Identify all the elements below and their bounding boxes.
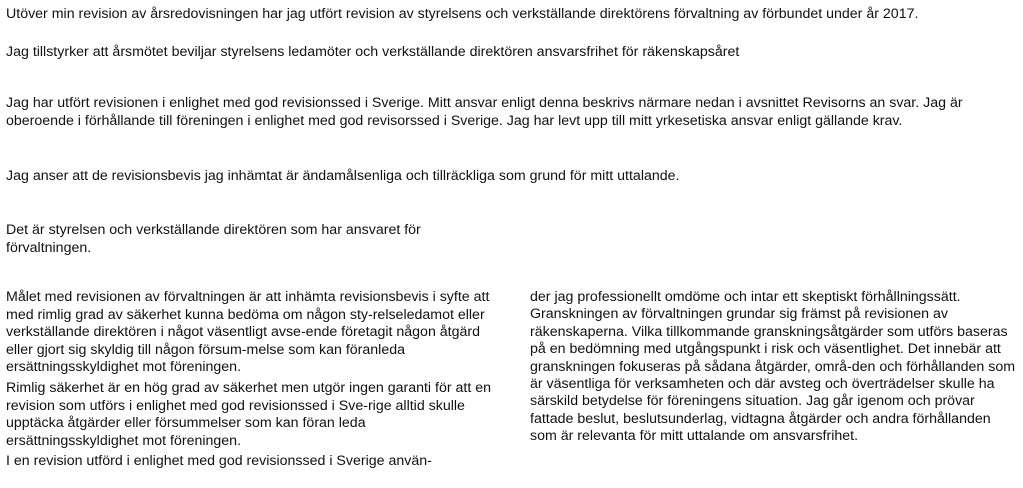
basis-paragraph-standards: Jag har utfört revisionen i enlighet med god revisionssed i Sverige. Mitt ansvar enligt denna beskrivs närmare nedan i avsnittet Revisorns an svar. Jag är oberoende i förhållande till föreningen i enlighet med god revisorssed i Sverige. Jag har levt upp till mitt yrkesetiska ansvar enligt gällande krav. (6, 95, 963, 129)
auditor-goal-left-column (6, 289, 498, 471)
intro-paragraph-scope: Utöver min revision av årsredovisningen har jag utfört revision av styrelsens och verkställande direktörens förvaltning av förbundet under år 2017. (6, 6, 919, 22)
basis-paragraph-evidence: Jag anser att de revisionsbevis jag inhämtat är ändamålsenliga och tillräckliga som grund för mitt uttalande. (6, 168, 680, 184)
intro-paragraph-recommendation: Jag tillstyrker att årsmötet beviljar styrelsens ledamöter och verkställande direktören ansvarsfrihet för räkenskapsåret (6, 44, 740, 60)
auditor-goal-paragraph-method-continued: der jag professionellt omdöme och intar ett skeptiskt förhållningssätt. Granskningen av förvaltningen grundar sig främst på revisionen av räkenskaperna. Vilka tillkommande granskningsåtgärder som utförs baseras på en bedömning med utgångspunkt i risk och väsentlighet. Det innebär att granskningen fokuseras på sådana åtgärder, områ-den och förhållanden som är väsentliga för verksamheten och där avsteg och överträdelser skulle ha särskild betydelse för föreningens situation. Jag går igenom och prövar fattade beslut, beslutsunderlag, vidtagna åtgärder och andra förhållanden som är relevanta för mitt uttalande om ansvarsfrihet. (530, 289, 1016, 445)
auditor-goal-right-column (530, 289, 1020, 446)
responsibility-paragraph: Det är styrelsen och verkställande direktören som har ansvaret för förvaltningen. (6, 222, 421, 256)
auditor-goal-paragraph-reasonable-assurance: Rimlig säkerhet är en hög grad av säkerhet men utgör ingen garanti för att en revision som utförs i enlighet med god revisionssed i Sve-rige alltid skulle upptäcka åtgärder eller försummelser som kan föran leda ersättningsskyldighet mot föreningen. (6, 379, 492, 449)
auditor-goal-paragraph-method-start: I en revision utförd i enlighet med god revisionssed i Sverige använ- (6, 453, 432, 470)
auditor-goal-paragraph-aim: Målet med revisionen av förvaltningen är att inhämta revisionsbevis i syfte att med rimlig grad av säkerhet kunna bedöma om någon sty-relseledamot eller verkställande direktören i något väsentligt avse-ende företagit någon åtgärd eller gjort sig skyldig till någon försum-melse som kan föranleda ersättningsskyldighet mot föreningen. (6, 289, 490, 376)
